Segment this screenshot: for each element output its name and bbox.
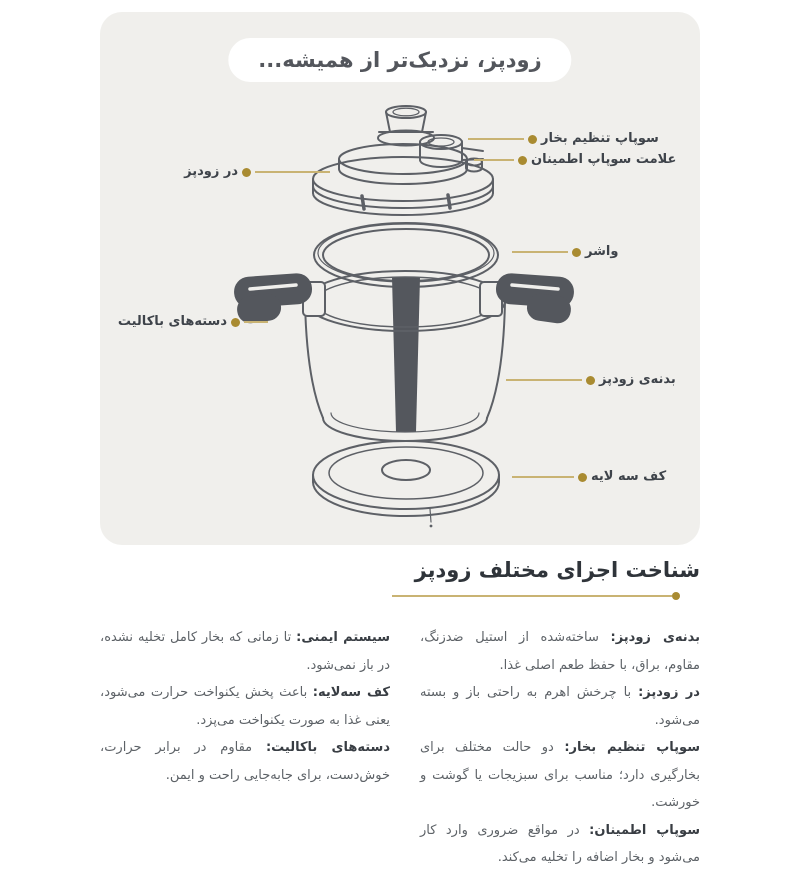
part-desc: تا زمانی که بخار کامل تخلیه نشده، در باز نمی‌شود. xyxy=(100,630,390,673)
part-paragraph xyxy=(420,817,700,872)
part-desc: مقاوم در برابر حرارت، خوش‌دست، برای جابه‌جایی راحت و ایمن. xyxy=(100,740,390,783)
label-base xyxy=(512,468,666,486)
label-safety-valve-mark xyxy=(474,151,676,169)
part-desc: ساخته‌شده از استیل ضدزنگ، مقاوم، براق، با حفظ طعم اصلی غذا. xyxy=(420,630,700,673)
part-paragraph xyxy=(420,624,700,679)
part-paragraph xyxy=(420,734,700,817)
label-gasket xyxy=(512,243,618,261)
callout-line xyxy=(244,321,268,323)
label-text: علامت سوپاپ اطمینان xyxy=(531,152,677,167)
part-term: سوپاپ اطمینان: xyxy=(589,822,700,838)
callout-line xyxy=(506,379,582,381)
part-term: دسته‌های باکالیت: xyxy=(265,740,390,756)
divider-line xyxy=(392,595,672,597)
callout-dot xyxy=(586,376,595,385)
part-desc: با چرخش اهرم به راحتی باز و بسته می‌شود. xyxy=(420,685,700,728)
divider-dot xyxy=(672,592,680,600)
column-right xyxy=(420,624,700,872)
callout-line xyxy=(512,251,568,253)
callout-dot xyxy=(528,135,537,144)
callout-line xyxy=(255,171,330,173)
callout-line xyxy=(474,159,514,161)
label-body xyxy=(506,371,676,389)
part-paragraph xyxy=(100,679,390,734)
column-left xyxy=(100,624,390,872)
label-text: واشر xyxy=(585,244,619,259)
product-panel xyxy=(100,12,700,545)
base-disc-art xyxy=(313,441,499,527)
section-heading: شناخت اجزای مختلف زودپز xyxy=(414,558,700,582)
label-lid xyxy=(184,163,330,181)
part-term: بدنه‌ی زودپز: xyxy=(610,630,701,645)
part-desc: باعث پخش یکنواخت حرارت می‌شود، یعنی غذا به صورت یکنواخت می‌پزد. xyxy=(100,685,390,728)
part-desc: در مواقع ضروری وارد کار می‌شود و بخار اضافه را تخلیه می‌کند. xyxy=(420,822,700,866)
label-text: در زودپز xyxy=(184,164,238,179)
part-term: سیستم ایمنی: xyxy=(296,630,390,645)
part-term: سوپاپ تنظیم بخار: xyxy=(564,740,700,756)
part-term: در زودپز: xyxy=(638,685,700,701)
label-text: کف سه لایه xyxy=(591,469,667,484)
description-columns xyxy=(100,624,700,872)
label-text: دسته‌های باکالیت xyxy=(117,314,227,329)
callout-dot xyxy=(518,156,527,165)
title-banner: زودپز، نزدیک‌تر از همیشه... xyxy=(228,38,571,82)
callout-dot xyxy=(242,168,251,177)
part-paragraph xyxy=(100,734,390,789)
callout-dot xyxy=(231,318,240,327)
callout-line xyxy=(512,476,574,478)
label-handles xyxy=(118,313,268,331)
lid-art xyxy=(313,106,493,215)
pressure-cooker-exploded-diagram xyxy=(100,12,700,545)
label-text: سوپاپ تنظیم بخار xyxy=(541,131,659,146)
pot-body-art xyxy=(233,271,575,441)
part-desc: دو حالت مختلف برای بخارگیری دارد؛ مناسب برای سبزیجات یا گوشت و خورشت. xyxy=(420,740,700,811)
part-term: کف سه‌لایه: xyxy=(312,685,390,701)
part-paragraph xyxy=(100,624,390,679)
parts-section xyxy=(100,558,700,872)
callout-line xyxy=(468,138,524,140)
callout-dot xyxy=(572,248,581,257)
label-text: بدنه‌ی زودپز xyxy=(599,372,676,387)
label-steam-valve xyxy=(468,130,659,148)
part-paragraph xyxy=(420,679,700,734)
section-divider xyxy=(392,592,680,600)
callout-dot xyxy=(578,473,587,482)
